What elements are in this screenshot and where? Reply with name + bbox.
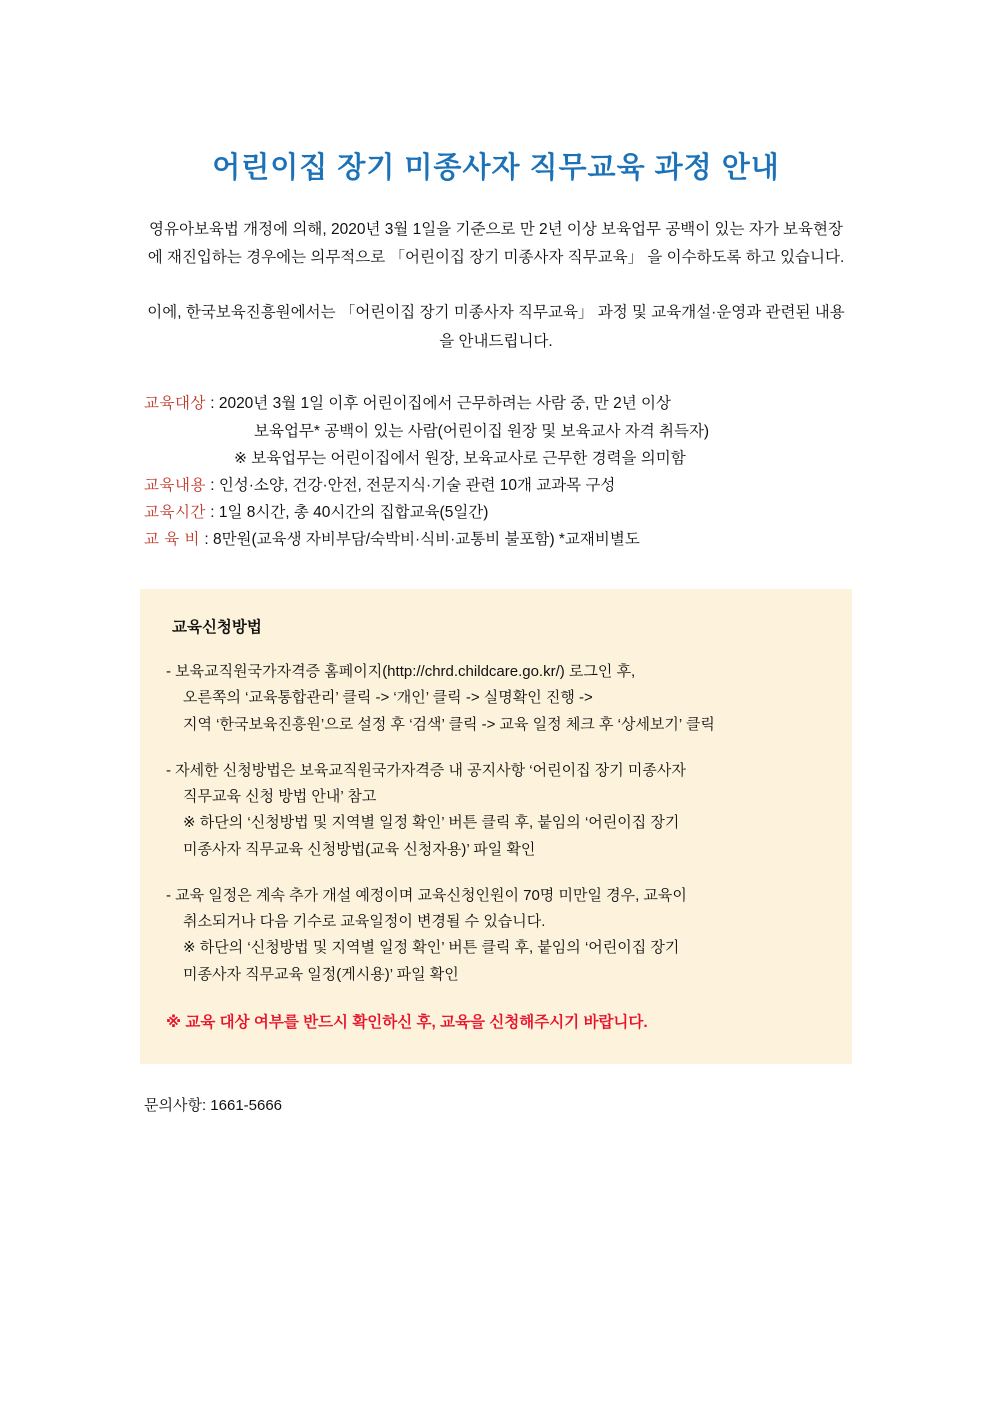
application-line: 지역 ‘한국보육진흥원’으로 설정 후 ‘검색’ 클릭 -> 교육 일정 체크 후 ‘상세보기’ 클릭 — [183, 715, 715, 733]
application-method-box — [140, 589, 852, 1064]
warning-notice: ※ 교육 대상 여부를 반드시 확인하신 후, 교육을 신청해주시기 바랍니다. — [166, 1013, 648, 1031]
info-row-content — [144, 472, 852, 499]
application-line: 미종사자 직무교육 신청방법(교육 신청자용)’ 파일 확인 — [183, 840, 536, 858]
application-line: - 자세한 신청방법은 보육교직원국가자격증 내 공지사항 ‘어린이집 장기 미종사자 — [166, 761, 686, 779]
info-value-fee: : 8만원(교육생 자비부담/숙박비·식비·교통비 불포함) *교재비별도 — [200, 531, 640, 548]
application-group-2 — [166, 758, 826, 863]
application-line: - 교육 일정은 계속 추가 개설 예정이며 교육신청인원이 70명 미만일 경우, 교육이 — [166, 886, 687, 904]
info-target-sub: 보육업무* 공백이 있는 사람(어린이집 원장 및 보육교사 자격 취득자) — [254, 422, 710, 440]
application-line: 취소되거나 다음 기수로 교육일정이 변경될 수 있습니다. — [183, 913, 546, 931]
info-label-target: 교육대상 — [144, 395, 206, 413]
application-line: - 보육교직원국가자격증 홈페이지(http://chrd.childcare.go.kr/) 로그인 후, — [166, 663, 636, 681]
info-row-target — [144, 390, 852, 417]
application-line: 직무교육 신청 방법 안내’ 참고 — [183, 788, 377, 806]
info-value-content: : 인성·소양, 건강·안전, 전문지식·기술 관련 10개 교과목 구성 — [205, 476, 616, 494]
info-value-hours: : 1일 8시간, 총 40시간의 집합교육(5일간) — [205, 503, 489, 521]
info-row-hours — [144, 499, 852, 526]
application-line: ※ 하단의 ‘신청방법 및 지역별 일정 확인’ 버튼 클릭 후, 붙임의 ‘어린이집 장기 — [183, 814, 680, 832]
info-target-note: ※ 보육업무는 어린이집에서 원장, 보육교사로 근무한 경력을 의미함 — [234, 449, 686, 467]
info-value-target: : 2020년 3월 1일 이후 어린이집에서 근무하려는 사람 중, 만 2년 이상 — [205, 395, 671, 413]
info-label-hours: 교육시간 — [144, 503, 206, 521]
intro-paragraph-2: 이에, 한국보육진흥원에서는 「어린이집 장기 미종사자 직무교육」 과정 및 교육개설·운영과 관련된 내용을 안내드립니다. — [147, 304, 845, 350]
application-line: 미종사자 직무교육 일정(게시용)’ 파일 확인 — [183, 965, 459, 983]
info-row-fee — [144, 526, 852, 553]
application-group-3 — [166, 883, 826, 988]
course-info-block — [144, 390, 852, 553]
intro-paragraph-1: 영유아보육법 개정에 의해, 2020년 3월 1일을 기준으로 만 2년 이상 보육업무 공백이 있는 자가 보육현장에 재진입하는 경우에는 의무적으로 「어린이집 장기 미종사자 직무교육」 을 이수하도록 하고 있습니다. — [147, 220, 845, 267]
page-title: 어린이집 장기 미종사자 직무교육 과정 안내 — [212, 152, 780, 184]
info-label-content: 교육내용 — [144, 476, 206, 494]
application-line: ※ 하단의 ‘신청방법 및 지역별 일정 확인’ 버튼 클릭 후, 붙임의 ‘어린이집 장기 — [183, 939, 680, 957]
info-label-fee: 교 육 비 — [144, 531, 201, 548]
application-line: 오른쪽의 ‘교육통합관리’ 클릭 -> ‘개인’ 클릭 -> 실명확인 진행 -> — [183, 689, 593, 707]
application-group-1 — [166, 659, 826, 738]
application-method-title: 교육신청방법 — [172, 619, 262, 637]
contact-info: 문의사항: 1661-5666 — [144, 1097, 283, 1115]
